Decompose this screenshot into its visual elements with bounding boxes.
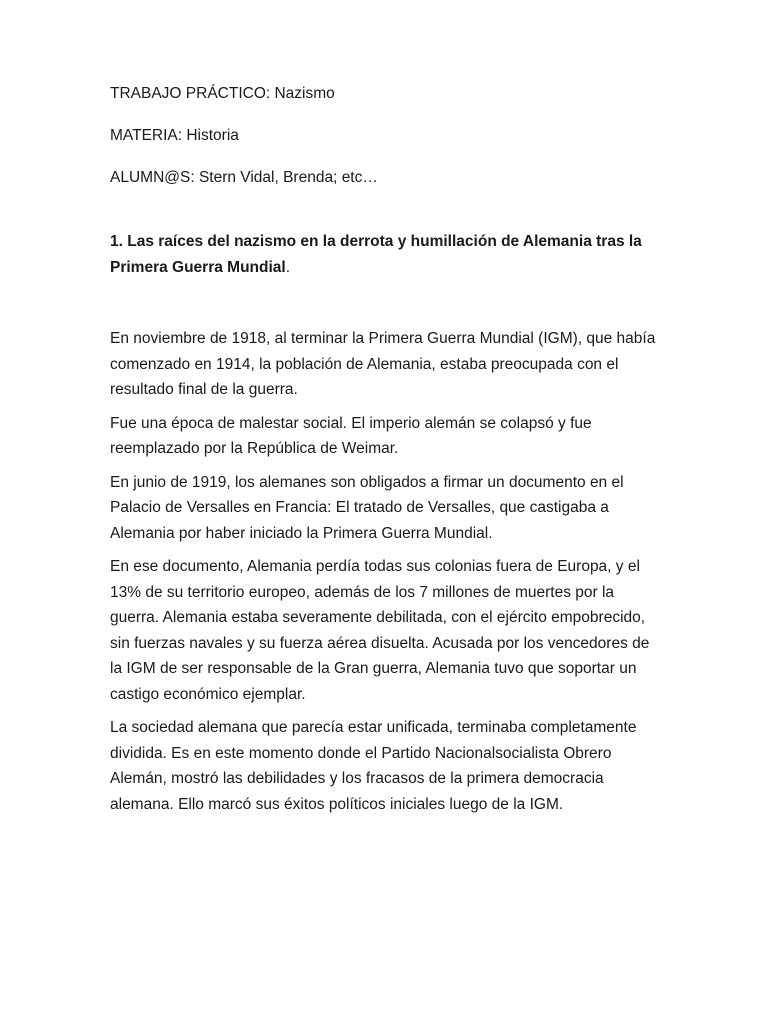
subject-line: MATERIA: Historia xyxy=(110,127,239,144)
paragraph-line: guerra. Alemania estaba severamente debilitada, con el ejército empobrecido, xyxy=(110,609,646,626)
paragraph-line: En noviembre de 1918, al terminar la Primera Guerra Mundial (IGM), que había xyxy=(110,330,656,347)
students-line: ALUMN@S: Stern Vidal, Brenda; etc… xyxy=(110,169,378,186)
paragraph-line: comenzado en 1914, la población de Alemania, estaba preocupada con el xyxy=(110,355,619,373)
document-body xyxy=(110,326,670,817)
paragraph-line: En ese documento, Alemania perdía todas sus colonias fuera de Europa, y el xyxy=(110,558,640,575)
paragraph-line: Fue una época de malestar social. El imperio alemán se colapsó y fue xyxy=(110,414,592,432)
paragraph-line: castigo económico ejemplar. xyxy=(110,685,306,703)
paragraph-1 xyxy=(110,326,670,403)
paragraph-line: En junio de 1919, los alemanes son obligados a firmar un documento en el xyxy=(110,473,624,491)
paragraph-line: alemana. Ello marcó sus éxitos políticos iniciales luego de la IGM. xyxy=(110,795,564,813)
section-heading-line-1: 1. Las raíces del nazismo en la derrota y humillación de Alemania tras la xyxy=(110,233,642,250)
paragraph-line: reemplazado por la República de Weimar. xyxy=(110,440,399,457)
paragraph-5 xyxy=(110,715,670,817)
paragraph-line: resultado final de la guerra. xyxy=(110,381,298,398)
paragraph-line: Palacio de Versalles en Francia: El tratado de Versalles, que castigaba a xyxy=(110,499,609,516)
section-heading-period: . xyxy=(285,258,291,276)
paragraph-line: Alemán, mostró las debilidades y los fracasos de la primera democracia xyxy=(110,770,604,787)
paragraph-line: 13% de su territorio europeo, además de los 7 millones de muertes por la xyxy=(110,583,615,601)
section-heading xyxy=(110,229,670,280)
paragraph-3 xyxy=(110,470,670,547)
paragraph-2 xyxy=(110,411,670,462)
section-heading-bold-tail: Primera Guerra Mundial xyxy=(110,258,286,276)
section-heading-line-2 xyxy=(110,255,670,281)
document-content xyxy=(110,83,670,825)
paragraph-line: Alemania por haber iniciado la Primera Guerra Mundial. xyxy=(110,524,493,542)
assignment-title: TRABAJO PRÁCTICO: Nazismo xyxy=(110,85,335,102)
paragraph-line: La sociedad alemana que parecía estar unificada, terminaba completamente xyxy=(110,719,637,736)
paragraph-line: la IGM de ser responsable de la Gran guerra, Alemania tuvo que soportar un xyxy=(110,660,637,677)
paragraph-4 xyxy=(110,554,670,707)
paragraph-line: dividida. Es en este momento donde el Partido Nacionalsocialista Obrero xyxy=(110,744,612,762)
paragraph-line: sin fuerzas navales y su fuerza aérea disuelta. Acusada por los vencedores de xyxy=(110,634,650,652)
